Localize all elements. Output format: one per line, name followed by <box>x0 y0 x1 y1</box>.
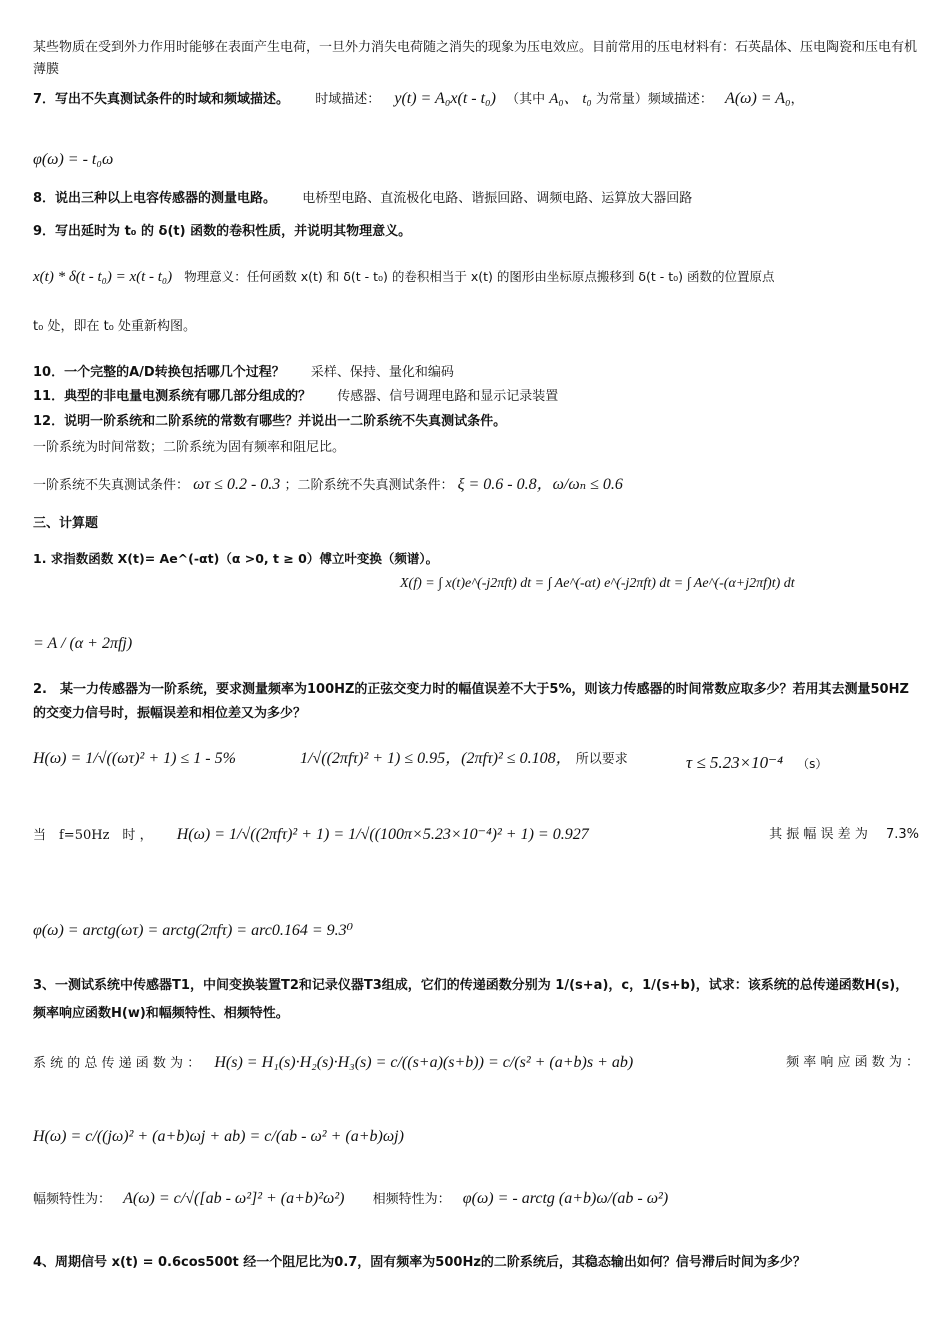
c3-total-formula: H(s) = H₁(s)·H₂(s)·H₃(s) = c/((s+a)(s+b)) = c/(s² + (a+b)s + ab) <box>214 1054 634 1071</box>
c2-f3: τ ≤ 5.23×10⁻⁴ <box>686 753 784 772</box>
q7-question: 7．写出不失真测试条件的时域和频域描述。 <box>33 92 290 107</box>
c2-phase-line <box>33 920 919 943</box>
c2-phase: φ(ω) = arctg(ωτ) = arctg(2πfτ) = arc0.164 = 9.3⁰ <box>33 922 354 939</box>
q12-block <box>33 411 919 433</box>
q8-answer: 电桥型电路、直流极化电路、谐振回路、调频电路、运算放大器回路 <box>302 191 693 206</box>
q11-answer: 传感器、信号调理电路和显示记录装置 <box>337 389 559 404</box>
c2-error: 其 振 幅 误 差 为 7.3% <box>769 827 919 842</box>
q8-block <box>33 188 919 210</box>
q9-formula: x(t) * δ(t - t₀) = x(t - t₀) <box>33 269 173 285</box>
section-title: 三、计算题 <box>33 516 99 531</box>
q9-block <box>33 221 919 243</box>
q7-phase-line <box>33 149 919 172</box>
c2-f4: H(ω) = 1/√((2πfτ)² + 1) = 1/√((100π×5.23×10⁻⁴)² + 1) = 0.927 <box>176 826 589 843</box>
q7-time-formula: y(t) = A₀x(t - t₀) <box>394 90 496 107</box>
c3-freq-line <box>33 1126 919 1149</box>
c2-tau-line <box>686 752 926 776</box>
q12-answer-2: 一阶系统不失真测试条件： ωτ ≤ 0.2 - 0.3 ；二阶系统不失真测试条件： ξ = 0.6 - 0.8，ω/ωₙ ≤ 0.6 <box>33 476 623 493</box>
q10-answer: 采样、保持、量化和编码 <box>310 365 454 380</box>
q12-answer-1: 一阶系统为时间常数；二阶系统为固有频率和阻尼比。 <box>33 440 346 455</box>
c4-block <box>33 1252 919 1274</box>
q12-question: 12．说明一阶系统和二阶系统的常数有哪些？并说出一二阶系统不失真测试条件。 <box>33 414 507 429</box>
q11-block <box>33 386 919 408</box>
c2-formula-line-1: H(ω) = 1/√((ωτ)² + 1) ≤ 1 - 5% 1/√((2πfτ)² + 1) ≤ 0.95，(2πfτ)² ≤ 0.108， 所以要求 <box>33 750 628 767</box>
c4-question: 4、周期信号 x(t) = 0.6cos500t 经一个阻尼比为0.7，固有频率为500Hz的二阶系统后，其稳态输出如何？信号滞后时间为多少？ <box>33 1255 806 1270</box>
q9-meaning-1: 物理意义：任何函数 x(t) 和 δ(t - t₀) 的卷积相当于 x(t) 的图形由坐标原点搬移到 δ(t - t₀) 函数的位置原点 <box>184 269 775 284</box>
c3-amp-phase-line <box>33 1188 919 1211</box>
c2-when: 当 f=50Hz 时 ， <box>33 828 153 843</box>
c2-question: 2. 某一力传感器为一阶系统，要求测量频率为100HZ的正弦交变力时的幅值误差不大于5%，则该力传感器的时间常数应取多少？若用其去测量50HZ的交变力信号时，振幅误差和相位差又为多少？ <box>33 682 909 721</box>
q10-question: 10．一个完整的A/D转换包括哪几个过程？ <box>33 365 285 380</box>
c3-phase-label: 相频特性为： <box>372 1192 451 1207</box>
q7-phase-formula: φ(ω) = - t₀ω <box>33 151 114 168</box>
q9-meaning-line <box>33 316 919 338</box>
c1-question: 1. 求指数函数 X(t)= Ae^(-αt)（α >0, t ≥ 0）傅立叶变换（频谱）。 <box>33 551 439 566</box>
q9-question: 9．写出延时为 t₀ 的 δ(t) 函数的卷积性质，并说明其物理意义。 <box>33 224 412 239</box>
c2-unit: （s） <box>797 757 828 771</box>
c2-f2: 1/√((2πfτ)² + 1) ≤ 0.95，(2πfτ)² ≤ 0.108， <box>300 750 572 767</box>
q7-block: 7．写出不失真测试条件的时域和频域描述。 时域描述： y(t) = A₀x(t - t₀) （其中 A₀、 t₀ 为常量）频域描述： A(ω) = A₀， <box>33 90 804 107</box>
q9-meaning-2: t₀ 处，即在 t₀ 处重新构图。 <box>33 319 197 334</box>
c1-result: = A / (α + 2πfj) <box>33 635 133 652</box>
q11-question: 11．典型的非电量电测系统有哪几部分组成的？ <box>33 389 312 404</box>
q10-block <box>33 362 919 384</box>
c3-total-label: 系 统 的 总 传 递 函 数 为 ： <box>33 1056 201 1071</box>
c1-formula-line <box>400 573 930 595</box>
intro-paragraph: 某些物质在受到外力作用时能够在表面产生电荷，一旦外力消失电荷随之消失的现象为压电效应。目前常用的压电材料有：石英晶体、压电陶瓷和压电有机薄膜 <box>33 40 918 77</box>
c3-freq-formula: H(ω) = c/((jω)² + (a+b)ωj + ab) = c/(ab - ω² + (a+b)ωj) <box>33 1128 404 1145</box>
c1-formula: X(f) = ∫ x(t)e^(-j2πft) dt = ∫ Ae^(-αt) e^(-j2πft) dt = ∫ Ae^(-(α+j2πf)t) dt <box>400 576 795 591</box>
c3-freq-label: 频 率 响 应 函 数 为 ： <box>786 1055 919 1070</box>
c3-amp-formula: A(ω) = c/√([ab - ω²]² + (a+b)²ω²) <box>123 1190 345 1207</box>
q7-freq-formula: A(ω) = A₀ <box>725 90 791 107</box>
c1-result-line <box>33 633 919 656</box>
c3-amp-label: 幅频特性为： <box>33 1192 112 1207</box>
q8-question: 8．说出三种以上电容传感器的测量电路。 <box>33 191 277 206</box>
c2-f1: H(ω) = 1/√((ωτ)² + 1) ≤ 1 - 5% <box>33 750 236 767</box>
c3-question-block <box>33 972 919 1028</box>
q7-time-label: 时域描述： <box>315 92 381 107</box>
c1-question-line <box>33 548 919 571</box>
c2-question-block <box>33 678 919 726</box>
q9-formula-line <box>33 266 919 289</box>
c3-phase-formula: φ(ω) = - arctg (a+b)ω/(ab - ω²) <box>462 1190 669 1207</box>
c3-question: 3、一测试系统中传感器T1，中间变换装置T2和记录仪器T3组成，它们的传递函数分别为 1/(s+a)，c，1/(s+b)，试求：该系统的总传递函数H(s)，频率响应函数H(w)和幅频特性、相频特性。 <box>33 978 909 1021</box>
section3-heading <box>33 513 919 535</box>
